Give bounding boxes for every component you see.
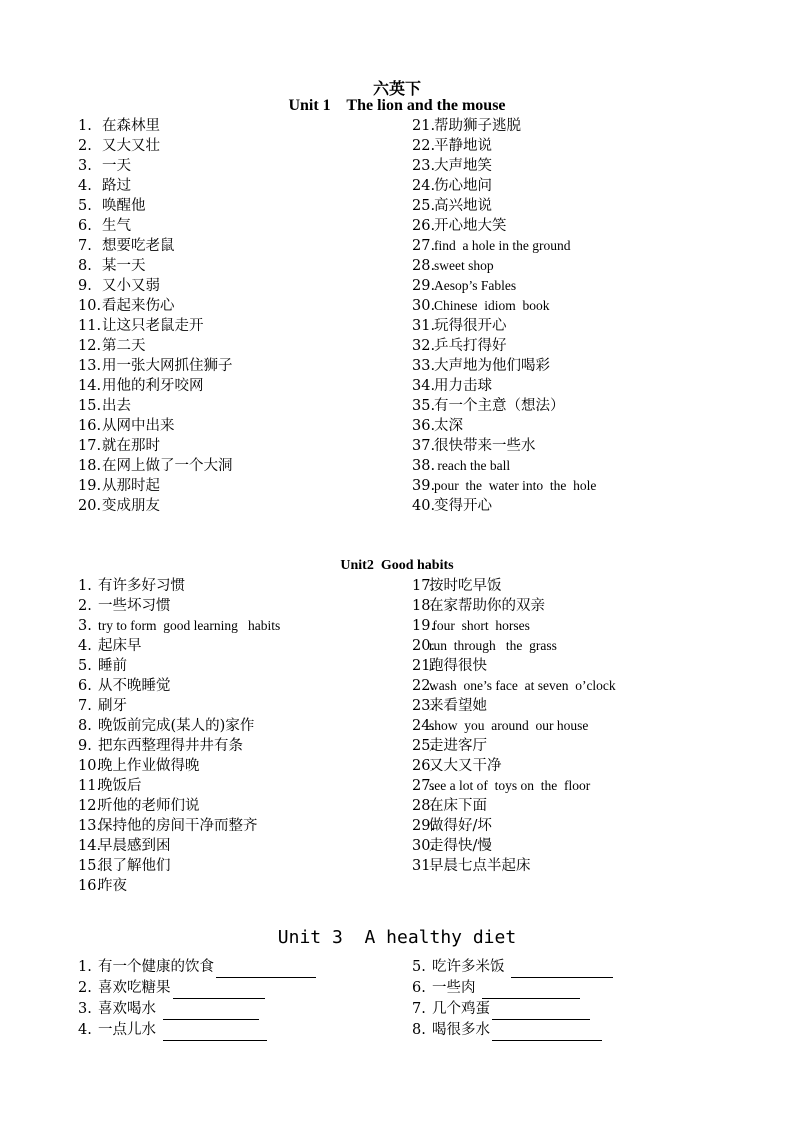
list-item <box>78 656 280 676</box>
item-number: 24. <box>412 178 436 194</box>
item-text: Chinese idiom book <box>434 298 550 313</box>
item-number: 28. <box>412 258 436 274</box>
list-item <box>412 756 616 776</box>
item-text: 出去 <box>102 398 131 414</box>
item-number: 30. <box>412 838 436 854</box>
list-item <box>78 396 233 416</box>
item-text: 大声地笑 <box>434 158 492 174</box>
item-number: 2. <box>78 138 92 154</box>
item-number: 9. <box>78 278 92 294</box>
list-item <box>78 416 233 436</box>
item-number: 30. <box>412 298 436 314</box>
unit3-right-list <box>412 957 613 1041</box>
item-text: 在家帮助你的双亲 <box>429 598 545 614</box>
item-text: 又小又弱 <box>102 278 160 294</box>
list-item <box>78 999 316 1020</box>
list-item <box>412 496 596 516</box>
item-text: 早晨七点半起床 <box>429 858 531 874</box>
item-text: 一天 <box>102 158 131 174</box>
item-number: 19. <box>78 478 102 494</box>
item-number: 11. <box>78 778 102 794</box>
list-item <box>412 596 616 616</box>
item-text: 从网中出来 <box>102 418 175 434</box>
item-number: 15. <box>78 398 102 414</box>
item-number: 7. <box>412 1001 426 1017</box>
item-number: 14. <box>78 838 102 854</box>
item-text: 用一张大网抓住狮子 <box>102 358 233 374</box>
list-item <box>412 316 596 336</box>
item-number: 17. <box>412 578 436 594</box>
item-number: 6. <box>78 678 92 694</box>
item-number: 33. <box>412 358 436 374</box>
item-number: 9. <box>78 738 92 754</box>
answer-blank[interactable] <box>163 1004 259 1020</box>
item-number: 39. <box>412 478 436 494</box>
item-text: 在床下面 <box>429 798 487 814</box>
list-item <box>78 156 233 176</box>
item-number: 22. <box>412 138 436 154</box>
item-text: 起床早 <box>98 638 142 654</box>
item-number: 12. <box>78 798 102 814</box>
answer-blank[interactable] <box>163 1025 267 1041</box>
list-item <box>412 676 616 696</box>
item-text: run through the grass <box>429 638 557 653</box>
list-item <box>412 696 616 716</box>
answer-blank[interactable] <box>173 983 265 999</box>
item-number: 13. <box>78 358 102 374</box>
item-number: 15. <box>78 858 102 874</box>
item-number: 5. <box>412 959 426 975</box>
item-number: 32. <box>412 338 436 354</box>
item-text: 很了解他们 <box>98 858 171 874</box>
list-item <box>412 256 596 276</box>
item-text: wash one’s face at seven o’clock <box>429 678 616 693</box>
list-item <box>412 978 613 999</box>
list-item <box>78 716 280 736</box>
item-number: 40. <box>412 498 436 514</box>
list-item <box>78 356 233 376</box>
unit1-right-list <box>412 116 596 516</box>
list-item <box>412 116 596 136</box>
item-text: 一些坏习惯 <box>98 598 171 614</box>
item-number: 6. <box>412 980 426 996</box>
list-item <box>412 416 596 436</box>
item-text: 用他的利牙咬网 <box>102 378 204 394</box>
item-text: 保持他的房间干净而整齐 <box>98 818 258 834</box>
item-text: 看起来伤心 <box>102 298 175 314</box>
item-text: 伤心地问 <box>434 178 492 194</box>
list-item <box>412 396 596 416</box>
item-number: 18. <box>412 598 436 614</box>
item-number: 29. <box>412 278 436 294</box>
item-number: 23. <box>412 698 436 714</box>
list-item <box>78 236 233 256</box>
item-text: 又大又干净 <box>429 758 502 774</box>
answer-blank[interactable] <box>492 1025 602 1041</box>
list-item <box>412 636 616 656</box>
item-number: 17. <box>78 438 102 454</box>
list-item <box>412 236 596 256</box>
item-number: 10. <box>78 758 102 774</box>
list-item <box>78 876 280 896</box>
item-number: 14. <box>78 378 102 394</box>
list-item <box>78 496 233 516</box>
item-number: 1. <box>78 118 92 134</box>
unit3-left-list <box>78 957 316 1041</box>
item-text: 路过 <box>102 178 131 194</box>
list-item <box>412 656 616 676</box>
item-number: 16. <box>78 878 102 894</box>
item-text: 来看望她 <box>429 698 487 714</box>
item-text: 走进客厅 <box>429 738 487 754</box>
answer-blank[interactable] <box>216 962 316 978</box>
item-number: 8. <box>78 258 92 274</box>
item-number: 16. <box>78 418 102 434</box>
item-text: sweet shop <box>434 258 494 273</box>
list-item <box>78 816 280 836</box>
item-text: 睡前 <box>98 658 127 674</box>
item-number: 22. <box>412 678 436 694</box>
item-number: 36. <box>412 418 436 434</box>
item-number: 35. <box>412 398 436 414</box>
item-text: 生气 <box>102 218 131 234</box>
item-text: reach the ball <box>434 458 511 473</box>
item-number: 31. <box>412 318 436 334</box>
list-item <box>412 796 616 816</box>
item-text: 几个鸡蛋 <box>432 1001 490 1017</box>
item-text: 喜欢喝水 <box>98 1001 161 1017</box>
item-number: 7. <box>78 238 92 254</box>
list-item <box>78 836 280 856</box>
item-text: four short horses <box>429 618 530 633</box>
item-text: 想要吃老鼠 <box>102 238 175 254</box>
list-item <box>78 1020 316 1041</box>
item-number: 7. <box>78 698 92 714</box>
item-text: 一点儿水 <box>98 1022 161 1038</box>
list-item <box>78 957 316 978</box>
item-text: 平静地说 <box>434 138 492 154</box>
item-text: find a hole in the ground <box>434 238 571 253</box>
list-item <box>412 156 596 176</box>
item-text: 喜欢吃糖果 <box>98 980 171 996</box>
item-number: 20. <box>78 498 102 514</box>
item-number: 19. <box>412 618 436 634</box>
list-item <box>412 1020 613 1041</box>
list-item <box>412 356 596 376</box>
item-number: 12. <box>78 338 102 354</box>
item-number: 4. <box>78 1022 92 1038</box>
item-text: 很快带来一些水 <box>434 438 536 454</box>
unit1-title: Unit 1 The lion and the mouse <box>288 97 506 114</box>
item-text: 帮助狮子逃脱 <box>434 118 521 134</box>
list-item <box>412 716 616 736</box>
item-text: Aesop’s Fables <box>434 278 517 293</box>
list-item <box>412 136 596 156</box>
item-number: 18. <box>78 458 102 474</box>
list-item <box>78 576 280 596</box>
list-item <box>412 436 596 456</box>
item-text: 从那时起 <box>102 478 160 494</box>
item-text: 晚上作业做得晚 <box>98 758 200 774</box>
list-item <box>78 596 280 616</box>
list-item <box>78 256 233 276</box>
list-item <box>78 476 233 496</box>
item-number: 5. <box>78 658 92 674</box>
list-item <box>412 176 596 196</box>
item-text: 按时吃早饭 <box>429 578 502 594</box>
list-item <box>78 276 233 296</box>
unit2-title: Unit2 Good habits <box>340 558 454 573</box>
item-number: 1. <box>78 959 92 975</box>
item-text: 变得开心 <box>434 498 492 514</box>
list-item <box>412 856 616 876</box>
list-item <box>78 978 316 999</box>
list-item <box>412 276 596 296</box>
item-text: 昨夜 <box>98 878 127 894</box>
item-text: 玩得很开心 <box>434 318 507 334</box>
item-text: 太深 <box>434 418 463 434</box>
item-number: 11. <box>78 318 102 334</box>
item-text: 刷牙 <box>98 698 127 714</box>
item-number: 5. <box>78 198 92 214</box>
list-item <box>78 616 280 636</box>
list-item <box>78 856 280 876</box>
item-text: pour the water into the hole <box>434 478 597 493</box>
item-text: 就在那时 <box>102 438 160 454</box>
item-number: 10. <box>78 298 102 314</box>
item-text: 一些肉 <box>432 980 481 996</box>
item-text: 高兴地说 <box>434 198 492 214</box>
answer-blank[interactable] <box>511 962 613 978</box>
item-number: 27. <box>412 238 436 254</box>
list-item <box>412 957 613 978</box>
list-item <box>78 216 233 236</box>
item-text: 又大又壮 <box>102 138 160 154</box>
item-text: show you around our house <box>429 718 589 733</box>
item-number: 3. <box>78 158 92 174</box>
item-number: 3. <box>78 618 92 634</box>
item-text: 在网上做了一个大洞 <box>102 458 233 474</box>
list-item <box>78 696 280 716</box>
item-number: 27. <box>412 778 436 794</box>
list-item <box>78 116 233 136</box>
item-text: 用力击球 <box>434 378 492 394</box>
item-number: 13. <box>78 818 102 834</box>
item-number: 2. <box>78 598 92 614</box>
list-item <box>412 576 616 596</box>
list-item <box>412 296 596 316</box>
list-item <box>412 196 596 216</box>
item-number: 31. <box>412 858 436 874</box>
list-item <box>78 636 280 656</box>
list-item <box>78 756 280 776</box>
unit2-left-list <box>78 576 280 896</box>
item-number: 21. <box>412 658 436 674</box>
answer-blank[interactable] <box>492 1004 590 1020</box>
item-number: 1. <box>78 578 92 594</box>
list-item <box>412 836 616 856</box>
list-item <box>78 676 280 696</box>
item-number: 25. <box>412 198 436 214</box>
item-number: 26. <box>412 758 436 774</box>
list-item <box>412 776 616 796</box>
item-text: 把东西整理得井井有条 <box>98 738 243 754</box>
list-item <box>78 296 233 316</box>
item-text: 有许多好习惯 <box>98 578 185 594</box>
item-text: 从不晚睡觉 <box>98 678 171 694</box>
item-number: 26. <box>412 218 436 234</box>
item-text: try to form good learning habits <box>98 618 281 633</box>
unit3-title: Unit 3 A healthy diet <box>277 927 517 948</box>
list-item <box>78 456 233 476</box>
item-number: 4. <box>78 178 92 194</box>
item-number: 3. <box>78 1001 92 1017</box>
list-item <box>412 336 596 356</box>
list-item <box>412 736 616 756</box>
item-text: 大声地为他们喝彩 <box>434 358 550 374</box>
item-text: 有一个主意（想法） <box>434 398 565 414</box>
item-number: 8. <box>78 718 92 734</box>
item-text: 变成朋友 <box>102 498 160 514</box>
item-text: 做得好/坏 <box>429 818 492 834</box>
item-number: 24. <box>412 718 436 734</box>
item-number: 38. <box>412 458 436 474</box>
item-number: 8. <box>412 1022 426 1038</box>
item-number: 2. <box>78 980 92 996</box>
item-text: 早晨感到困 <box>98 838 171 854</box>
list-item <box>412 216 596 236</box>
item-text: 让这只老鼠走开 <box>102 318 204 334</box>
list-item <box>78 316 233 336</box>
list-item <box>78 436 233 456</box>
page-title: 六英下 <box>372 79 421 98</box>
item-text: 第二天 <box>102 338 146 354</box>
item-number: 28. <box>412 798 436 814</box>
item-text: 跑得很快 <box>429 658 487 674</box>
list-item <box>412 616 616 636</box>
item-number: 21. <box>412 118 436 134</box>
item-text: 有一个健康的饮食 <box>98 959 214 975</box>
item-text: 听他的老师们说 <box>98 798 200 814</box>
item-number: 20. <box>412 638 436 654</box>
list-item <box>412 376 596 396</box>
list-item <box>412 816 616 836</box>
unit1-left-list <box>78 116 233 516</box>
item-number: 25. <box>412 738 436 754</box>
item-text: 吃许多米饭 <box>432 959 510 975</box>
item-number: 23. <box>412 158 436 174</box>
item-number: 29. <box>412 818 436 834</box>
list-item <box>78 736 280 756</box>
list-item <box>78 376 233 396</box>
item-text: 晚饭前完成(某人的)家作 <box>98 718 255 734</box>
item-number: 4. <box>78 638 92 654</box>
answer-blank[interactable] <box>482 983 580 999</box>
list-item <box>78 176 233 196</box>
item-text: see a lot of toys on the floor <box>429 778 591 793</box>
item-number: 34. <box>412 378 436 394</box>
item-text: 唤醒他 <box>102 198 146 214</box>
item-number: 6. <box>78 218 92 234</box>
list-item <box>78 196 233 216</box>
item-text: 晚饭后 <box>98 778 142 794</box>
unit2-right-list <box>412 576 616 876</box>
item-text: 某一天 <box>102 258 146 274</box>
item-text: 开心地大笑 <box>434 218 507 234</box>
list-item <box>412 999 613 1020</box>
list-item <box>78 136 233 156</box>
list-item <box>412 476 596 496</box>
item-number: 37. <box>412 438 436 454</box>
item-text: 乒乓打得好 <box>434 338 507 354</box>
list-item <box>78 776 280 796</box>
list-item <box>412 456 596 476</box>
list-item <box>78 336 233 356</box>
item-text: 走得快/慢 <box>429 838 492 854</box>
item-text: 喝很多水 <box>432 1022 490 1038</box>
item-text: 在森林里 <box>102 118 160 134</box>
list-item <box>78 796 280 816</box>
